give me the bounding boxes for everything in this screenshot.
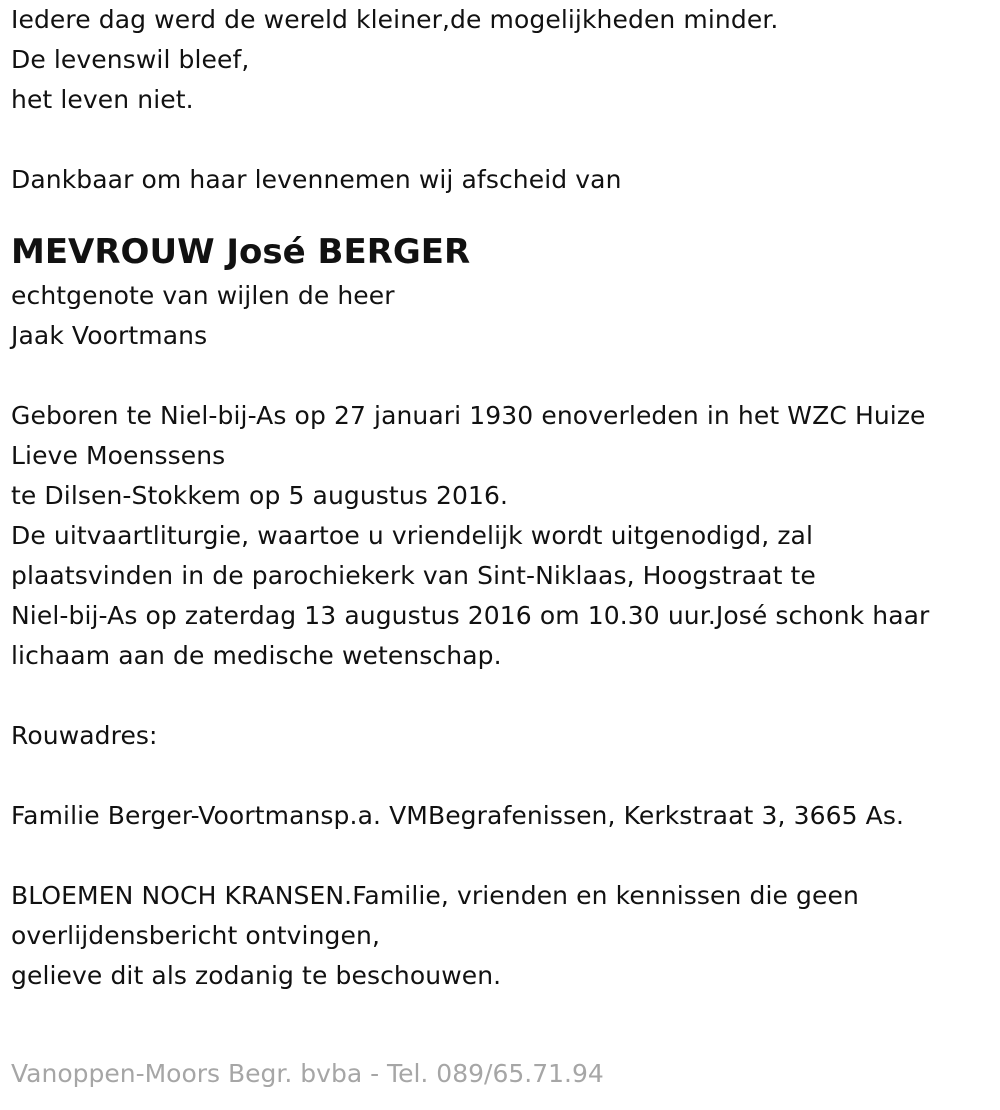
mourning-address-label: Rouwadres: [11, 721, 158, 750]
flowers-notice-line: gelieve dit als zodanig te beschouwen. [11, 961, 502, 990]
details-line: De uitvaartliturgie, waartoe u vriendelijk wordt uitgenodigd, zal [11, 521, 814, 550]
poem-line: het leven niet. [11, 85, 194, 114]
spouse-line: echtgenote van wijlen de heer [11, 281, 395, 310]
spacer [11, 676, 991, 716]
details-line: Lieve Moenssens [11, 441, 226, 470]
spouse-info [11, 276, 991, 356]
mourning-address: Familie Berger-Voortmansp.a. VMBegrafenissen, Kerkstraat 3, 3665 As. [11, 801, 905, 830]
details-line: te Dilsen-Stokkem op 5 augustus 2016. [11, 481, 509, 510]
obituary-notice [11, 0, 991, 996]
flowers-notice-line: overlijdensbericht ontvingen, [11, 921, 380, 950]
spacer [11, 836, 991, 876]
spacer [11, 756, 991, 796]
funeral-home-footer: Vanoppen-Moors Begr. bvba - Tel. 089/65.71.94 [11, 1059, 604, 1088]
poem-line: De levenswil bleef, [11, 45, 250, 74]
flowers-notice-line: BLOEMEN NOCH KRANSEN.Familie, vrienden en kennissen die geen [11, 881, 859, 910]
details-line: plaatsvinden in de parochiekerk van Sint-Niklaas, Hoogstraat te [11, 561, 816, 590]
deceased-name: MEVROUW José BERGER [11, 232, 471, 272]
poem [11, 0, 991, 120]
details-line: Geboren te Niel-bij-As op 27 januari 1930 enoverleden in het WZC Huize [11, 401, 926, 430]
spouse-line: Jaak Voortmans [11, 321, 208, 350]
details-line: lichaam aan de medische wetenschap. [11, 641, 502, 670]
spacer [11, 120, 991, 160]
poem-line: Iedere dag werd de wereld kleiner,de mogelijkheden minder. [11, 5, 779, 34]
spacer [11, 356, 991, 396]
spacer [11, 200, 991, 224]
flowers-notice [11, 876, 991, 996]
details-line: Niel-bij-As op zaterdag 13 augustus 2016 om 10.30 uur.José schonk haar [11, 601, 930, 630]
intro-text: Dankbaar om haar levennemen wij afscheid van [11, 165, 622, 194]
details [11, 396, 991, 676]
